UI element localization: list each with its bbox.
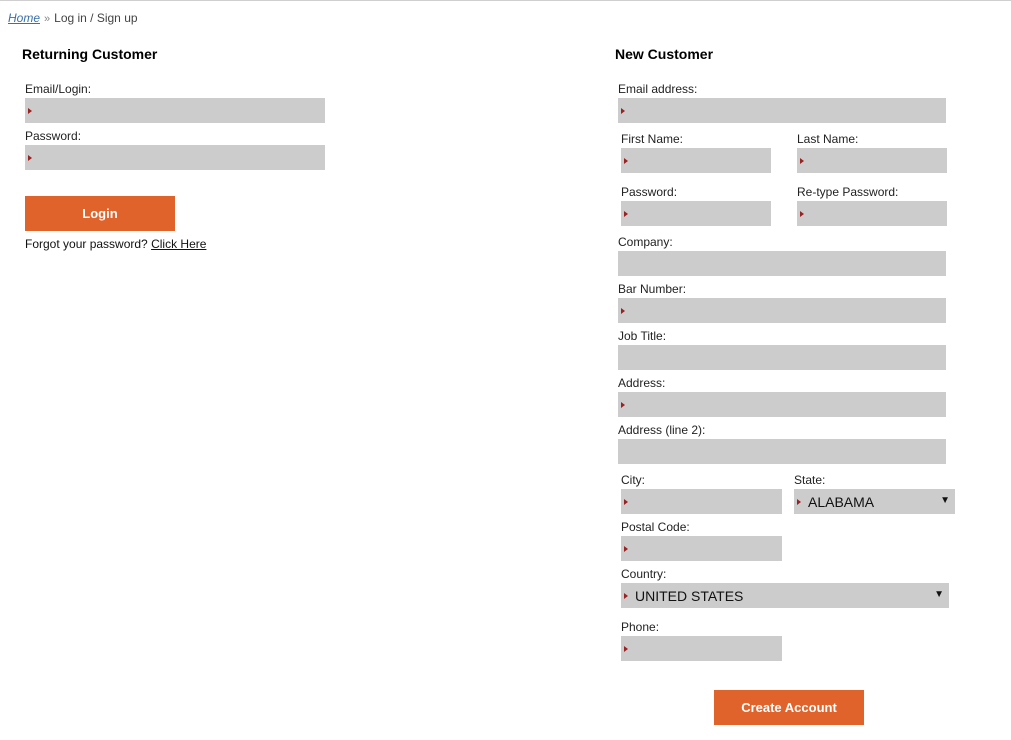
required-marker-icon (624, 593, 628, 599)
login-button[interactable]: Login (25, 196, 175, 231)
first-name-label: First Name: (621, 132, 684, 146)
last-name-input[interactable] (797, 148, 947, 173)
breadcrumb-home-link[interactable]: Home (8, 11, 41, 25)
signup-email-input[interactable] (618, 98, 946, 123)
retype-password-input[interactable] (797, 201, 947, 226)
required-marker-icon (28, 108, 32, 114)
postal-code-input[interactable] (621, 536, 782, 561)
required-marker-icon (621, 308, 625, 314)
address2-label: Address (line 2): (618, 423, 706, 437)
state-label: State: (794, 473, 826, 487)
chevron-down-icon: ▼ (940, 495, 950, 506)
job-title-label: Job Title: (618, 329, 667, 343)
state-selected-value: ALABAMA (808, 494, 875, 510)
postal-code-label: Postal Code: (621, 520, 690, 534)
required-marker-icon (624, 211, 628, 217)
login-email-label: Email/Login: (25, 82, 92, 96)
first-name-input[interactable] (621, 148, 771, 173)
returning-customer-title: Returning Customer (22, 46, 158, 62)
city-label: City: (621, 473, 645, 487)
last-name-label: Last Name: (797, 132, 859, 146)
required-marker-icon (800, 211, 804, 217)
required-marker-icon (28, 155, 32, 161)
bar-number-input[interactable] (618, 298, 946, 323)
state-select[interactable] (794, 489, 955, 514)
country-select[interactable] (621, 583, 949, 608)
breadcrumb-separator: » (44, 13, 51, 25)
forgot-password-text (25, 237, 206, 251)
address-input[interactable] (618, 392, 946, 417)
login-password-label: Password: (25, 129, 82, 143)
country-label: Country: (621, 567, 667, 581)
forgot-password-prompt: Forgot your password? (25, 237, 148, 251)
required-marker-icon (800, 158, 804, 164)
breadcrumb-current: Log in / Sign up (54, 11, 138, 25)
city-input[interactable] (621, 489, 782, 514)
required-marker-icon (624, 646, 628, 652)
chevron-down-icon: ▼ (934, 589, 944, 600)
job-title-input[interactable] (618, 345, 946, 370)
top-divider (0, 0, 1011, 1)
signup-email-label: Email address: (618, 82, 698, 96)
create-account-button[interactable]: Create Account (714, 690, 864, 725)
phone-input[interactable] (621, 636, 782, 661)
login-email-input[interactable] (25, 98, 325, 123)
required-marker-icon (621, 402, 625, 408)
login-password-input[interactable] (25, 145, 325, 170)
required-marker-icon (797, 499, 801, 505)
signup-password-input[interactable] (621, 201, 771, 226)
bar-number-label: Bar Number: (618, 282, 687, 296)
country-selected-value: UNITED STATES (635, 588, 744, 604)
required-marker-icon (624, 499, 628, 505)
address2-input[interactable] (618, 439, 946, 464)
signup-password-label: Password: (621, 185, 678, 199)
breadcrumb (8, 11, 138, 25)
company-label: Company: (618, 235, 673, 249)
forgot-password-link[interactable]: Click Here (151, 237, 207, 251)
new-customer-title: New Customer (615, 46, 714, 62)
address-label: Address: (618, 376, 666, 390)
phone-label: Phone: (621, 620, 660, 634)
required-marker-icon (624, 158, 628, 164)
company-input[interactable] (618, 251, 946, 276)
retype-password-label: Re-type Password: (797, 185, 899, 199)
required-marker-icon (624, 546, 628, 552)
required-marker-icon (621, 108, 625, 114)
